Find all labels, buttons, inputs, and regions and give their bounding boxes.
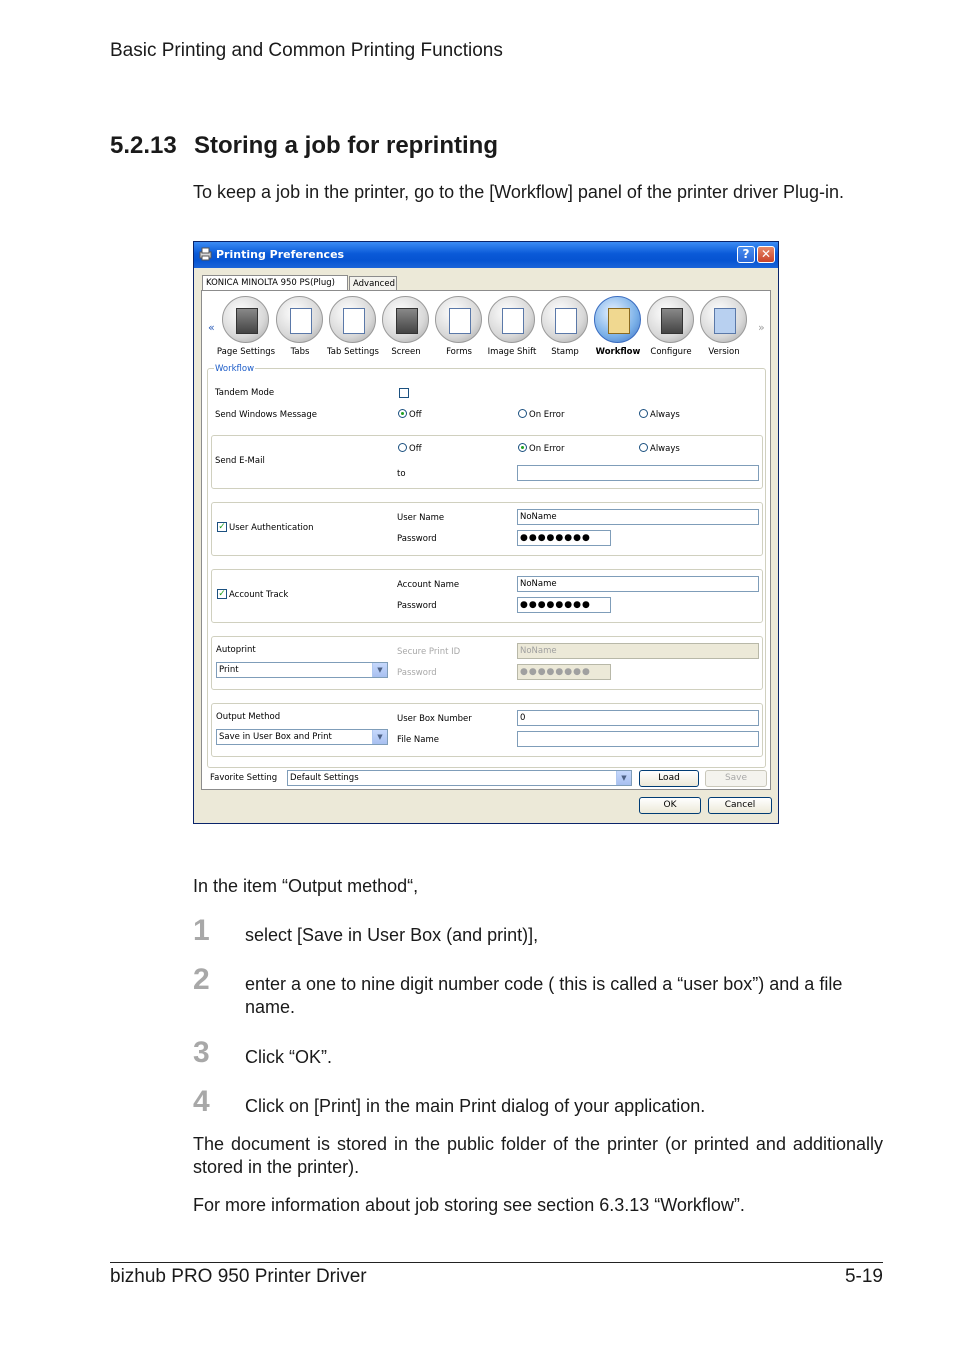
workflow-legend: Workflow [215, 364, 255, 374]
email-off-radio[interactable] [398, 443, 407, 452]
section-title: Storing a job for reprinting [194, 132, 498, 159]
windows-message-always-radio[interactable] [639, 409, 648, 418]
chevron-down-icon: ▼ [372, 663, 387, 677]
account-password-label: Password [397, 601, 437, 611]
user-box-number-label: User Box Number [397, 714, 472, 724]
dialog-titlebar [194, 242, 778, 268]
icon-label-screen: Screen [391, 347, 421, 357]
save-button[interactable]: Save [705, 770, 767, 787]
envelope-icon [608, 308, 630, 334]
account-password-input[interactable]: ●●●●●●●● [517, 597, 611, 613]
tab-settings-icon[interactable] [329, 296, 376, 343]
step-text-2: enter a one to nine digit number code ( this is called a “user box”) and a file name. [245, 974, 843, 1017]
account-track-checkbox[interactable]: ✓ [218, 589, 226, 599]
secure-print-id-label: Secure Print ID [397, 647, 461, 657]
help-button[interactable]: ? [737, 246, 755, 263]
windows-message-off-radio[interactable] [398, 409, 407, 418]
autoprint-select[interactable] [216, 662, 388, 678]
output-method-select[interactable] [216, 729, 388, 745]
document-icon [502, 308, 524, 334]
tabs-icon[interactable] [276, 296, 323, 343]
user-auth-label: User Authentication [229, 523, 314, 533]
image-shift-icon[interactable] [488, 296, 535, 343]
step-text-1: select [Save in User Box (and print)], [245, 925, 539, 945]
windows-message-off-label: Off [409, 410, 422, 420]
file-name-label: File Name [397, 735, 440, 745]
step-text-4: Click on [Print] in the main Print dialog of your application. [245, 1096, 706, 1116]
icon-label-tabs: Tabs [290, 347, 310, 357]
send-windows-message-label: Send Windows Message [215, 410, 318, 420]
section-heading [110, 132, 498, 160]
version-blocks-icon [714, 308, 736, 334]
output-method-value: Save in User Box and Print [219, 732, 332, 742]
page-settings-icon[interactable] [222, 296, 269, 343]
step-number-3: 3 [193, 1036, 210, 1069]
email-always-label: Always [650, 444, 680, 454]
icon-label-page-settings: Page Settings [216, 347, 276, 357]
icon-label-version: Version [708, 347, 740, 357]
user-auth-checkbox[interactable]: ✓ [218, 522, 226, 532]
step-number-1: 1 [193, 914, 210, 947]
step-text-3: Click “OK”. [245, 1047, 332, 1067]
email-off-label: Off [409, 444, 422, 454]
footer-title: bizhub PRO 950 Printer Driver [110, 1266, 367, 1287]
output-method-label: Output Method [216, 712, 281, 722]
secure-password-label: Password [397, 668, 437, 678]
email-to-label: to [397, 469, 406, 479]
user-password-label: Password [397, 534, 437, 544]
output-method-lead: In the item “Output method“, [193, 876, 419, 896]
workflow-panel [201, 290, 771, 790]
printer-device-icon [661, 308, 683, 334]
workflow-icon[interactable] [594, 296, 641, 343]
ok-button[interactable]: OK [639, 797, 701, 814]
page-stack-icon [236, 308, 258, 334]
tandem-mode-checkbox[interactable] [399, 388, 409, 398]
user-name-label: User Name [397, 513, 445, 523]
tab-konica-minolta[interactable]: KONICA MINOLTA 950 PS(Plug) [202, 275, 348, 291]
configure-icon[interactable] [647, 296, 694, 343]
document-icon [555, 308, 577, 334]
close-button[interactable]: ✕ [757, 246, 775, 263]
dialog-title: Printing Preferences [216, 248, 345, 261]
favorite-setting-value: Default Settings [290, 773, 359, 783]
user-box-number-input[interactable]: 0 [517, 710, 759, 726]
email-on-error-label: On Error [529, 444, 565, 454]
chevron-down-icon: ▼ [616, 771, 631, 785]
stamp-icon[interactable] [541, 296, 588, 343]
printer-icon [199, 247, 212, 261]
email-always-radio[interactable] [639, 443, 648, 452]
page-number: 5-19 [844, 1266, 883, 1287]
autoprint-value: Print [219, 665, 239, 675]
account-name-label: Account Name [397, 580, 460, 590]
icon-label-tab-settings: Tab Settings [327, 347, 379, 357]
cancel-button[interactable]: Cancel [708, 797, 772, 814]
screen-pattern-icon [396, 308, 418, 334]
windows-message-on-error-label: On Error [529, 410, 565, 420]
secure-password-input[interactable]: ●●●●●●●● [517, 664, 611, 680]
document-icon [449, 308, 471, 334]
user-password-input[interactable]: ●●●●●●●● [517, 530, 611, 546]
chevron-down-icon: ▼ [372, 730, 387, 744]
account-name-input[interactable]: NoName [517, 576, 759, 592]
account-track-label: Account Track [229, 590, 289, 600]
document-icon [343, 308, 365, 334]
email-on-error-radio[interactable] [518, 443, 527, 452]
section-number: 5.2.13 [110, 132, 177, 159]
secure-print-id-input[interactable]: NoName [517, 643, 759, 659]
windows-message-always-label: Always [650, 410, 680, 420]
icon-label-workflow: Workflow [595, 347, 641, 357]
icon-label-forms: Forms [446, 347, 472, 357]
forms-icon[interactable] [435, 296, 482, 343]
version-icon[interactable] [700, 296, 747, 343]
file-name-input[interactable] [517, 731, 759, 747]
storage-paragraph: The document is stored in the public folder of the printer (or printed and additionally stored in the printer). [193, 1134, 883, 1177]
user-name-input[interactable]: NoName [517, 509, 759, 525]
icon-label-stamp: Stamp [551, 347, 579, 357]
icon-label-image-shift: Image Shift [487, 347, 537, 357]
load-button[interactable]: Load [639, 770, 699, 787]
step-number-4: 4 [193, 1085, 210, 1118]
email-to-input[interactable] [517, 465, 759, 481]
windows-message-on-error-radio[interactable] [518, 409, 527, 418]
intro-paragraph: To keep a job in the printer, go to the [Workflow] panel of the printer driver Plug-in. [193, 182, 845, 202]
scroll-right-arrow[interactable]: » [758, 321, 765, 334]
tandem-mode-label: Tandem Mode [215, 388, 275, 398]
step-number-2: 2 [193, 963, 210, 996]
icon-label-configure: Configure [650, 347, 692, 357]
favorite-setting-select[interactable] [287, 770, 632, 786]
scroll-left-arrow[interactable]: « [208, 321, 215, 334]
tab-advanced[interactable]: Advanced [349, 276, 397, 291]
autoprint-label: Autoprint [216, 645, 256, 655]
more-info-paragraph: For more information about job storing see section 6.3.13 “Workflow”. [193, 1195, 745, 1215]
document-icon [290, 308, 312, 334]
send-email-label: Send E-Mail [215, 456, 265, 466]
footer-rule [110, 1262, 883, 1263]
running-header: Basic Printing and Common Printing Functions [110, 40, 503, 61]
printing-preferences-dialog [193, 241, 779, 824]
screen-icon[interactable] [382, 296, 429, 343]
favorite-setting-label: Favorite Setting [210, 773, 278, 783]
